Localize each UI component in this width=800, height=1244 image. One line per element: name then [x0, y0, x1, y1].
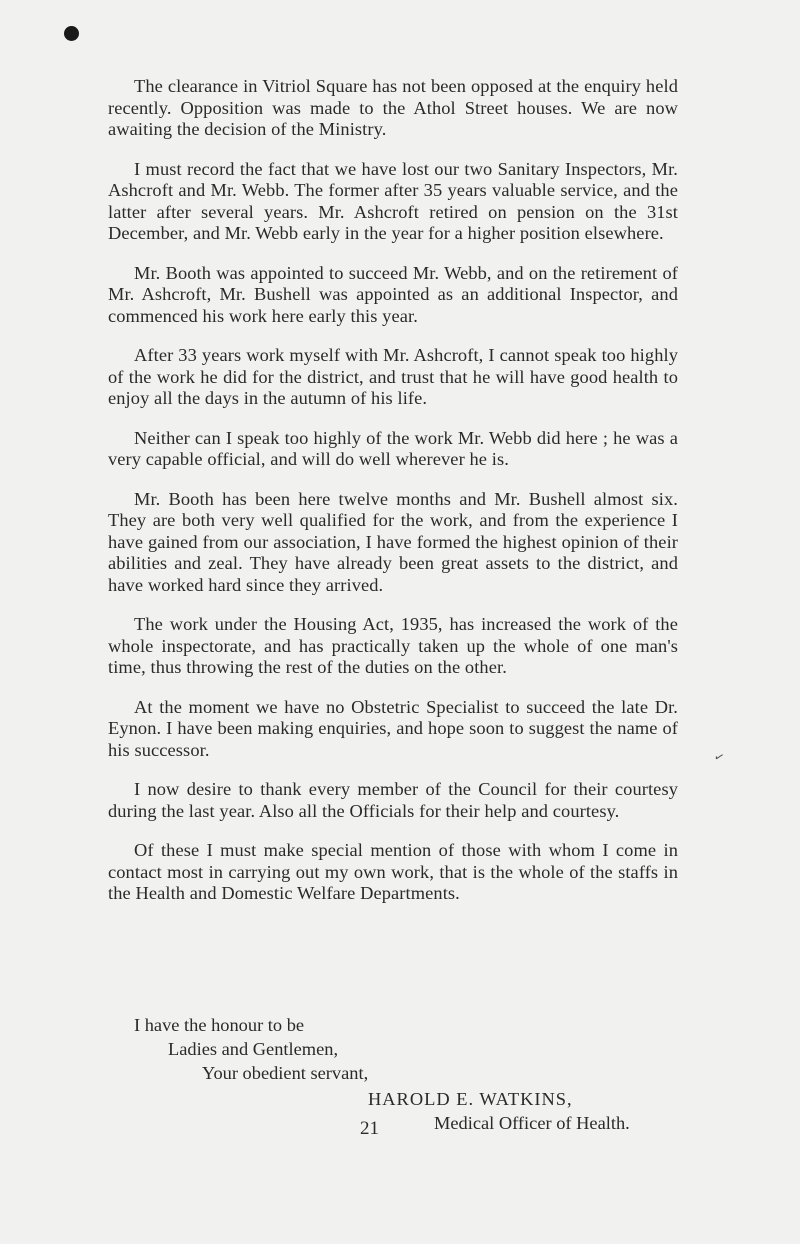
paragraph: I now desire to thank every member of the Council for their courtesy during the last year. Also all the Officials for their help and courtesy.: [108, 779, 678, 821]
signature-title: Medical Officer of Health.: [434, 1113, 630, 1133]
paragraph: At the moment we have no Obstetric Specialist to succeed the late Dr. Eynon. I have been making enquiries, and hope soon to suggest the name of his successor.: [108, 696, 678, 760]
paragraph: Of these I must make special mention of those with whom I come in contact most in carrying out my own work, that is the whole of the staffs in the Health and Domestic Welfare Departments.: [108, 840, 678, 903]
closing-line-servant: Your obedient servant,: [202, 1063, 369, 1083]
paragraph: I must record the fact that we have lost our two Sanitary Inspectors, Mr. Ashcroft and Mr. Webb. The former after 35 years valuable service, and the latter after several years. Mr. Ashcroft retired on pension on the 31st December, and Mr. Webb early in the year for a higher position elsewhere.: [108, 158, 678, 243]
paragraph: Mr. Booth was appointed to succeed Mr. Webb, and on the retirement of Mr. Ashcroft, Mr. Bushell was appointed as an additional Inspector, and commenced his work here early this year.: [108, 262, 678, 326]
paragraph: Mr. Booth has been here twelve months and Mr. Bushell almost six. They are both very well qualified for the work, and from the experience I have gained from our association, I have formed the highest opinion of their abilities and zeal. They have already been great assets to the district, and have worked hard since they arrived.: [108, 488, 678, 595]
paragraph: Neither can I speak too highly of the work Mr. Webb did here ; he was a very capable official, and will do well wherever he is.: [108, 427, 678, 469]
stray-ink-mark: ✓: [712, 748, 727, 766]
letter-body: [108, 76, 678, 923]
page-number: 21: [360, 1118, 379, 1139]
paragraph: The work under the Housing Act, 1935, has increased the work of the whole inspectorate, and has practically taken up the whole of one man's time, thus throwing the rest of the duties on the other.: [108, 614, 678, 677]
signature-name: HAROLD E. WATKINS,: [368, 1089, 573, 1109]
closing-line-address: Ladies and Gentlemen,: [168, 1039, 339, 1059]
paragraph: After 33 years work myself with Mr. Ashcroft, I cannot speak too highly of the work he did for the district, and trust that he will have good health to enjoy all the days in the autumn of his life.: [108, 345, 678, 408]
punch-hole-mark: [64, 26, 79, 41]
closing-line-honour: I have the honour to be: [134, 1015, 305, 1035]
paragraph: The clearance in Vitriol Square has not been opposed at the enquiry held recently. Opposition was made to the Athol Street houses. We are now awaiting the decision of the Ministry.: [108, 76, 678, 139]
